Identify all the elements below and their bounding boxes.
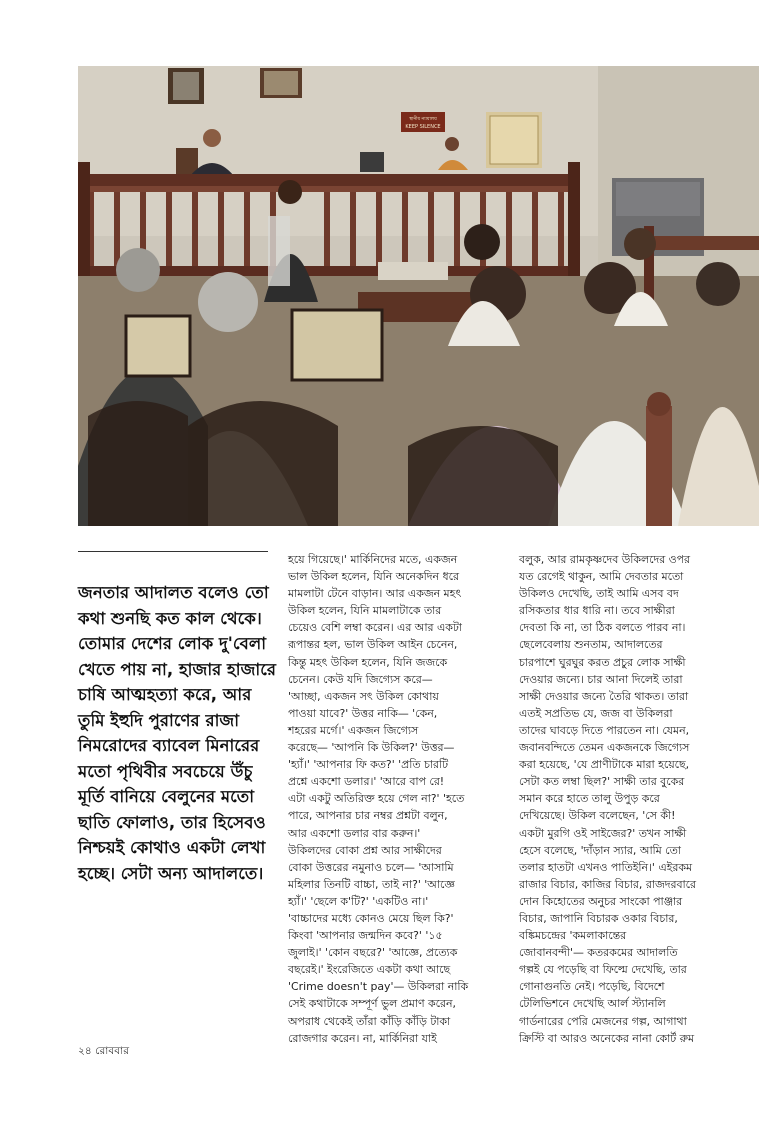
pullquote-line: জনতার আদালত বলেও তো	[78, 583, 269, 602]
body-line: সেই কথাটাকে সম্পূর্ণ ভুল প্রমাণ করেন,	[288, 997, 456, 1011]
pullquote-line: তোমার দেশের লোক দু'বেলা	[78, 634, 267, 653]
body-line: উকিল হলেন, যিনি মামলাটাকে তার	[288, 604, 442, 618]
body-line: সেটা কত লম্বা ছিল?' সাক্ষী তার বুকের	[519, 775, 685, 789]
body-line: বছরেই।' ইংরেজিতে একটা কথা আছে	[288, 963, 451, 977]
body-line: গার্ডনারের পেরি মেজনের গল্প, আগাথা	[519, 1014, 687, 1028]
body-line: তাদের ঘাবড়ে দিতে পারতেন না। যেমন,	[519, 723, 690, 737]
body-line: প্রশ্নে একশো ডলার।' 'আরে বাপ রে!	[288, 775, 445, 789]
body-line: 'হ্যাঁ।' 'আপনার ফি কত?' 'প্রতি চারটি	[288, 758, 449, 772]
body-line: বোকা উত্তরের নমুনাও চলে— 'আসামি	[288, 860, 454, 874]
body-line: কিংবা 'আপনার জন্মদিন কবে?' '১৫	[288, 929, 443, 943]
body-line: দেওয়ার জন্যে। চার আনা দিলেই তারা	[519, 672, 683, 686]
pullquote-line: মতো পৃথিবীর সবচেয়ে উঁচু	[78, 761, 253, 781]
body-line: হয়ে গিয়েছে।' মার্কিনিদের মতে, একজন	[288, 553, 458, 566]
body-line: বলুক, আর রামকৃষ্ণদেব উকিলদের ওপর	[519, 553, 691, 566]
courtroom-photo	[78, 66, 759, 526]
body-line: যত রেগেই থাকুন, আমি দেবতার মতো	[519, 570, 684, 584]
pullquote-line: মূর্তি বানিয়ে বেলুনের মতো	[78, 787, 255, 806]
body-line: ভাল উকিল হলেন, যিনি অনেকদিন ধরে	[288, 570, 459, 584]
body-line: জুলাই।' 'কোন বছরে?' 'আজ্ঞে, প্রত্যেক	[288, 946, 458, 960]
body-line: চেয়েও বেশি লম্বা করেন। এর আর একটা	[288, 621, 462, 635]
body-line: জোবানবন্দী'— কতরকমের আদালতি	[519, 946, 678, 960]
article-column-2	[288, 551, 506, 1047]
body-line: দেখিয়েছে। উকিল বলেছেন, 'সে কী!	[519, 809, 676, 823]
body-line: হেসে বলেছে, 'দাঁড়ান স্যার, আমি তো	[519, 843, 681, 857]
pullquote-rule	[78, 551, 268, 552]
body-line: 'আচ্ছা, একজন সৎ উকিল কোথায়	[288, 689, 439, 703]
body-line: মামলাটা টেনে বাড়ান। আর একজন মহৎ	[288, 587, 462, 601]
pullquote-line: খেতে পায় না, হাজার হাজারে	[78, 659, 277, 679]
body-line: টেলিভিশনে দেখেছি আর্ল স্ট্যানলি	[519, 997, 666, 1011]
body-line: রসিকতার ধার ধারি না। তবে সাক্ষীরা	[519, 604, 675, 618]
body-line: পাওয়া যাবে?' উত্তর নাকি— 'কেন,	[288, 706, 438, 720]
body-line: আর একশো ডলার বার করুন।'	[288, 826, 421, 840]
pullquote-line: তুমি ইহুদি পুরাণের রাজা	[78, 710, 240, 730]
body-line: উকিলদের বোকা প্রশ্ন আর সাক্ষীদের	[288, 843, 442, 857]
body-line: হ্যাঁ।' 'ছেলে ক'টি?' 'একটিও না।'	[288, 894, 429, 908]
body-line: দেবতা কি না, তা ঠিক বলতে পারব না।	[519, 621, 686, 635]
body-line: 'Crime doesn't pay'— উকিলরা নাকি	[288, 980, 469, 994]
body-line: 'বাচ্চাদের মধ্যে কোনও মেয়ে ছিল কি?'	[288, 911, 454, 925]
body-line: বঙ্কিমচন্দ্রের 'কমলাকান্তের	[519, 929, 627, 943]
pullquote-line: নিমরোদের ব্যাবেল মিনারের	[78, 736, 260, 755]
body-line: সাক্ষী দেওয়ার জন্যে তৈরি থাকত। তারা	[519, 689, 689, 703]
page-number: ২৪	[78, 1045, 92, 1057]
body-line: চারপাশে ঘুরঘুর করত প্রচুর লোক সাক্ষী	[519, 655, 686, 669]
body-line: গোনাগুনতি নেই। পড়েছি, বিদেশে	[519, 980, 665, 994]
body-line: এতই সপ্রতিভ যে, জজ বা উকিলরা	[519, 706, 673, 720]
pullquote-line: নিশ্চয়ই কোথাও একটা লেখা	[78, 838, 266, 857]
body-line: চেনেন। কেউ যদি জিগ্যেস করে—	[288, 672, 433, 686]
body-line: অপরাধ থেকেই তাঁরা কাঁড়ি কাঁড়ি টাকা	[288, 1014, 451, 1028]
pullquote	[78, 580, 277, 886]
body-line: রূপান্তর হল, ভাল উকিল আইন চেনেন,	[288, 638, 458, 652]
body-line: শহরের মর্গে।' একজন জিগ্যেস	[288, 723, 419, 737]
body-line: করা হয়েছে, 'যে প্রাণীটাকে মারা হয়েছে,	[519, 758, 690, 772]
body-line: পারে, আপনার চার নম্বর প্রশ্নটা বলুন,	[288, 809, 448, 823]
body-line: এটা একটু অতিরিক্ত হয়ে গেল না?' 'হতে	[288, 792, 465, 806]
body-line: করেছে— 'আপনি কি উকিল?' উত্তর—	[288, 741, 455, 755]
body-line: ক্রিস্টি বা আরও অনেকের নানা কোর্ট রুম	[519, 1031, 695, 1045]
body-line: বিচার, জাপানি বিচারক ওকার বিচার,	[519, 911, 678, 925]
pullquote-line: কথা শুনছি কত কাল থেকে।	[78, 608, 262, 628]
page-footer	[78, 1044, 129, 1061]
svg-text:KEEP SILENCE: KEEP SILENCE	[405, 124, 441, 130]
body-line: একটা মুরগি ওই সাইজের?' তখন সাক্ষী	[519, 826, 687, 840]
body-line: তলার হাতটা এখনও পাতিইনি।' এইরকম	[519, 860, 692, 874]
pullquote-line: ছাতি ফোলাও, তার হিসেবও	[78, 812, 266, 832]
keep-silence-sign	[401, 112, 445, 132]
body-line: সমান করে হাতে তালু উপুড় করে	[519, 792, 660, 806]
body-line: রোজগার করেন। না, মার্কিনিরা যাই	[288, 1031, 437, 1045]
body-line: গল্পই যে পড়েছি বা ফিল্মে দেখেছি, তার	[519, 963, 687, 977]
pullquote-line: চাষি আত্মহত্যা করে, আর	[78, 685, 252, 704]
body-line: রাজার বিচার, কাজির বিচার, রাজদরবারে	[519, 877, 697, 891]
body-line: দোন কিহোতের অনুচর সাংকো পাঞ্জার	[519, 894, 683, 908]
article-column-3	[519, 551, 743, 1047]
body-line: জবানবন্দিতে তেমন একজনকে জিগ্যেস	[519, 741, 690, 755]
body-line: মহিলার তিনটি বাচ্চা, তাই না?' 'আজ্ঞে	[288, 877, 455, 891]
body-line: কিন্তু মহৎ উকিল হলেন, যিনি জজকে	[288, 655, 448, 669]
section-name: রোববার	[95, 1045, 130, 1057]
body-line: ছেলেবেলায় শুনতাম, আদালতের	[519, 638, 663, 652]
svg-text:স্থানীয় ন্যায়ালয়: স্থানীয় ন্যায়ালয়	[409, 117, 437, 122]
body-line: উকিলও দেখেছি, তাই আমি এসব বদ	[519, 587, 679, 601]
pullquote-line: হচ্ছে। সেটা অন্য আদালতে।	[78, 863, 264, 883]
